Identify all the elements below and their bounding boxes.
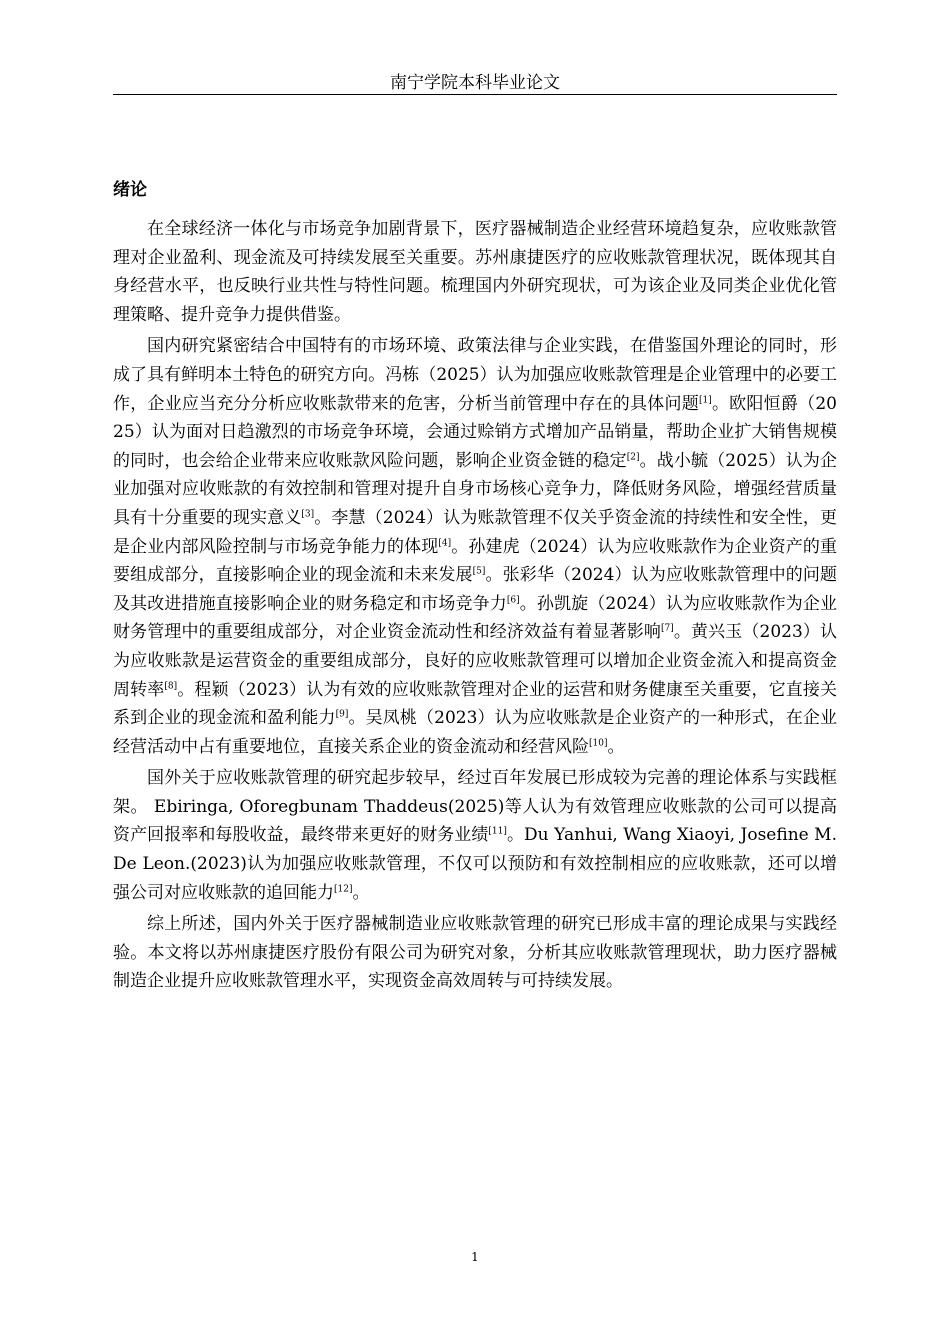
citation-ref: [2] <box>626 452 640 463</box>
citation-ref: [6] <box>506 595 520 606</box>
body-paragraph <box>113 910 837 996</box>
paragraph-text: 国外关于应收账款管理的研究起步较早，经过百年发展已形成较为完善的理论体系与实践框架。 Ebiringa, Oforegbunam Thaddeus(2025)等人认为有效管理应收账款的公司可以提高资产回报率和每股收益，最终带来更好的财务业绩 <box>113 768 837 846</box>
citation-ref: [5] <box>472 566 486 577</box>
page-number: 1 <box>471 1250 479 1264</box>
section-heading: 绪论 <box>113 180 147 200</box>
paragraph-text: 在全球经济一体化与市场竞争加剧背景下，医疗器械制造企业经营环境趋复杂，应收账款管理对企业盈利、现金流及可持续发展至关重要。苏州康捷医疗的应收账款管理状况，既体现其自身经营水平，也反映行业共性与特性问题。梳理国内外研究现状，可为该企业及同类企业优化管理策略、提升竞争力提供借鉴。 <box>113 219 837 325</box>
paragraph-text: 综上所述，国内外关于医疗器械制造业应收账款管理的研究已形成丰富的理论成果与实践经验。本文将以苏州康捷医疗股份有限公司为研究对象，分析其应收账款管理现状，助力医疗器械制造企业提升应收账款管理水平，实现资金高效周转与可持续发展。 <box>113 914 837 992</box>
paragraph-text: 。黄兴玉（2023）认为应收账款是运营资金的重要组成部分，良好的应收账款管理可以增加企业资金流入和提高资金周转率 <box>113 622 838 700</box>
paragraph-text: 。 <box>607 736 625 757</box>
citation-ref: [12] <box>334 884 353 894</box>
body-paragraph <box>113 764 837 907</box>
paragraph-text: 。 <box>352 882 370 903</box>
paragraph-text: 。程颖（2023）认为有效的应收账款管理对企业的运营和财务健康至关重要，它直接关系到企业的现金流和盈利能力 <box>113 679 837 729</box>
citation-ref: [4] <box>438 537 452 548</box>
running-header: 南宁学院本科毕业论文 <box>390 73 560 93</box>
paragraph-text: 。Du Yanhui, Wang Xiaoyi, Josefine M. De Leon.(2023)认为加强应收账款管理，不仅可以预防和有效控制相应的应收账款，还可以增强公司对应收账款的追回能力 <box>113 825 837 903</box>
citation-ref: [3] <box>301 509 315 520</box>
paragraph-text: 。孙建虎（2024）认为应收账款作为企业资产的重要组成部分，直接影响企业的现金流和未来发展 <box>113 536 838 586</box>
body-paragraph <box>113 215 837 329</box>
paragraph-text: 。欧阳恒爵（2025）认为面对日趋激烈的市场竞争环境，会通过赊销方式增加产品销量，帮助企业扩大销售规模的同时，也会给企业带来应收账款风险问题，影响企业资金链的稳定 <box>113 393 837 471</box>
citation-ref: [10] <box>589 738 608 749</box>
paragraph-text: 。吴凤桃（2023）认为应收账款是企业资产的一种形式，在企业经营活动中占有重要地位，直接关系企业的资金流动和经营风险 <box>113 708 838 757</box>
paragraph-text: 国内研究紧密结合中国特有的市场环境、政策法律与企业实践，在借鉴国外理论的同时，形成了具有鲜明本土特色的研究方向。冯栋（2025）认为加强应收账款管理是企业管理中的必要工作，企业应当充分分析应收账款带来的危害，分析当前管理中存在的具体问题 <box>113 336 837 414</box>
header-rule <box>113 94 837 95</box>
paragraph-text: 。孙凯旋（2024）认为应收账款作为企业财务管理中的重要组成部分，对企业资金流动性和经济效益有着显著影响 <box>113 593 838 643</box>
citation-ref: [11] <box>488 826 507 837</box>
paragraph-text: 。李慧（2024）认为账款管理不仅关乎资金流的持续性和安全性，更是企业内部风险控制与市场竞争能力的体现 <box>113 507 838 557</box>
citation-ref: [9] <box>335 709 349 720</box>
body-paragraph <box>113 332 837 761</box>
paragraph-text: 。张彩华（2024）认为应收账款管理中的问题及其改进措施直接影响企业的财务稳定和市场竞争力 <box>113 565 838 614</box>
paragraph-text: 。战小毓（2025）认为企业加强对应收账款的有效控制和管理对提升自身市场核心竞争力，降低财务风险，增强经营质量具有十分重要的现实意义 <box>113 450 838 528</box>
body-text <box>113 215 837 999</box>
citation-ref: [8] <box>164 680 178 691</box>
citation-ref: [1] <box>698 394 712 405</box>
citation-ref: [7] <box>661 623 674 634</box>
